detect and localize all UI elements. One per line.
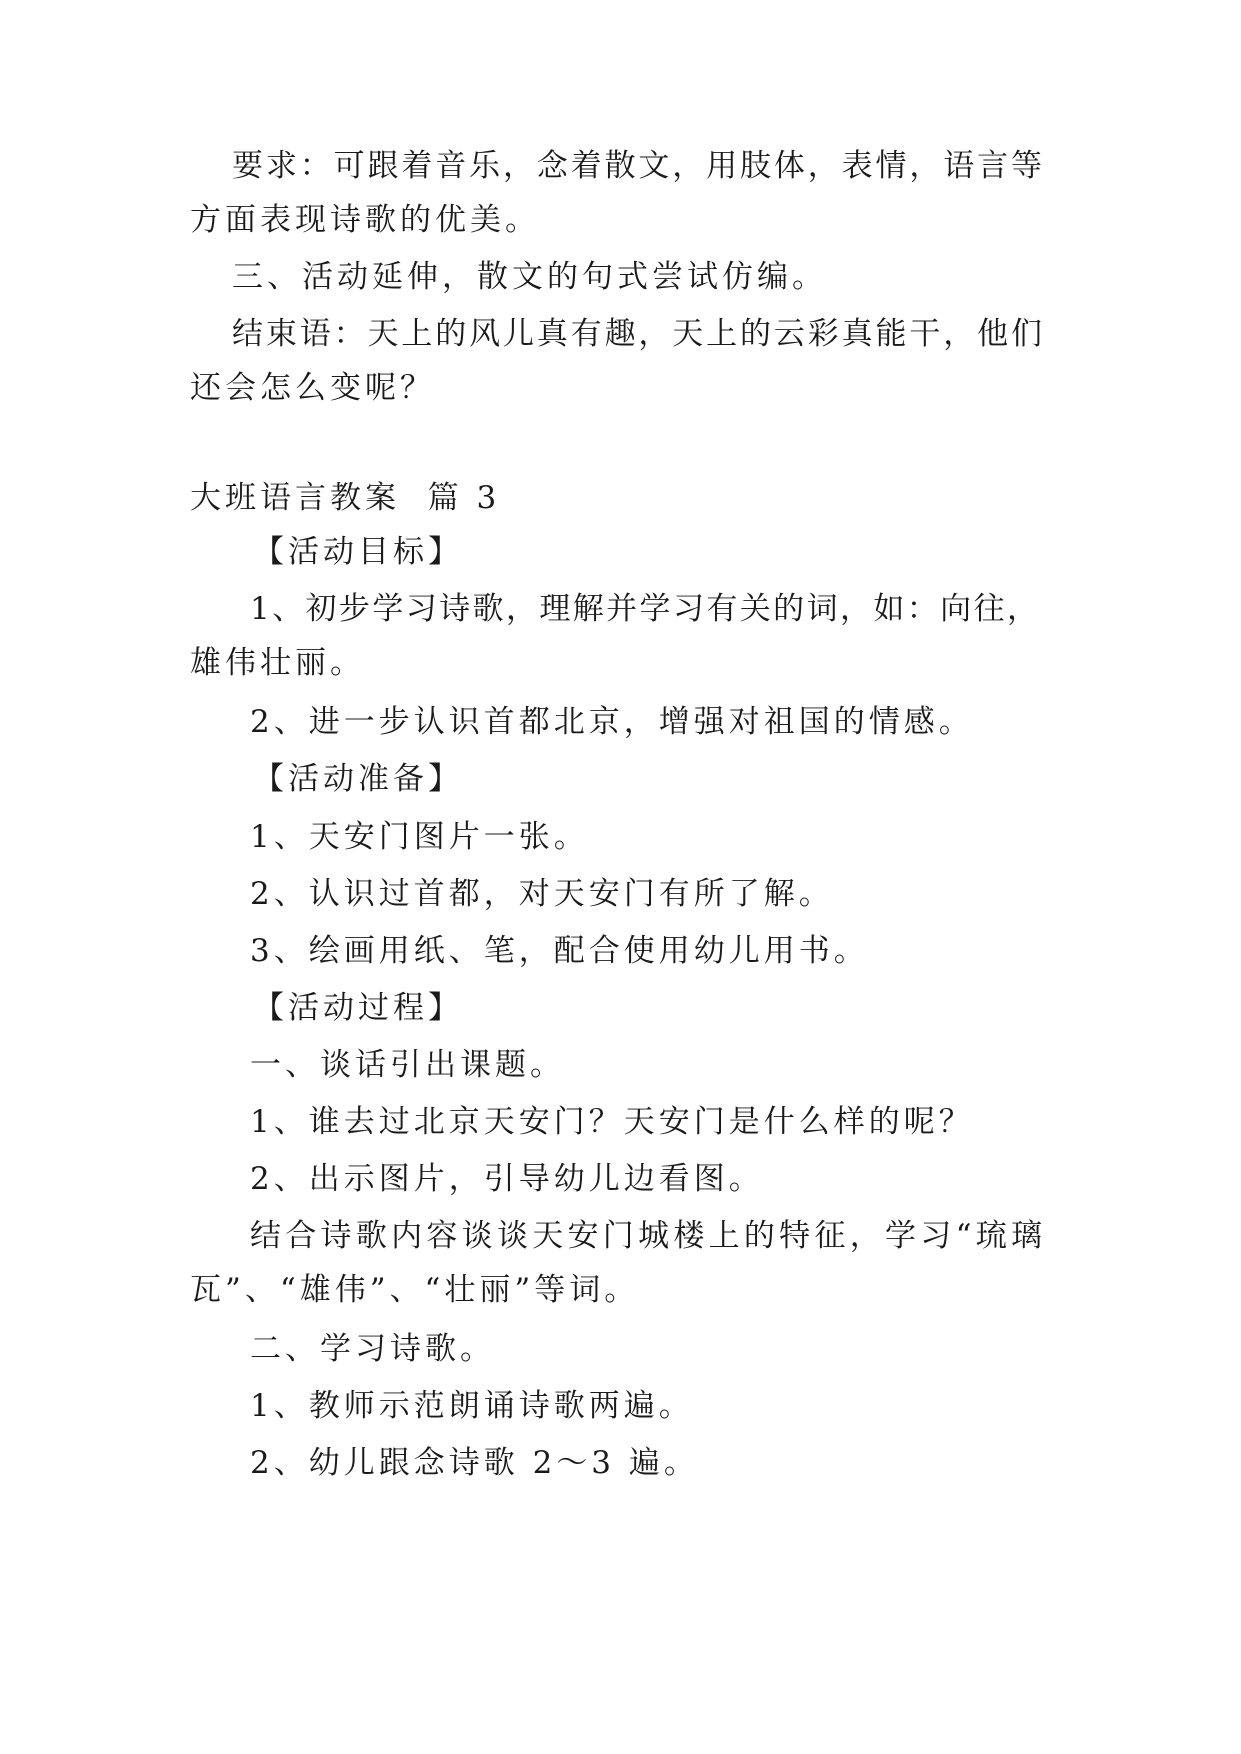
paragraph-line: 还会怎么变呢？ bbox=[190, 370, 435, 406]
subsection-heading: 【活动目标】 bbox=[253, 534, 463, 570]
paragraph-line: 1、天安门图片一张。 bbox=[250, 819, 589, 855]
paragraph-line: 三、活动延伸，散文的句式尝试仿编。 bbox=[232, 259, 827, 295]
paragraph-line: 一、谈话引出课题。 bbox=[250, 1047, 565, 1083]
paragraph-line: 二、学习诗歌。 bbox=[250, 1331, 495, 1367]
paragraph-line: 1、初步学习诗歌，理解并学习有关的词，如：向往， bbox=[250, 591, 1038, 627]
paragraph-line: 3、绘画用纸、笔，配合使用幼儿用书。 bbox=[250, 933, 869, 969]
paragraph-line: 方面表现诗歌的优美。 bbox=[190, 202, 540, 238]
subsection-heading: 【活动准备】 bbox=[253, 761, 463, 797]
paragraph-line: 要求：可跟着音乐，念着散文，用肢体，表情，语言等 bbox=[232, 148, 1042, 184]
paragraph-line: 瓦”、“雄伟”、“壮丽”等词。 bbox=[190, 1272, 640, 1308]
paragraph-line: 2、出示图片，引导幼儿边看图。 bbox=[250, 1161, 764, 1197]
paragraph-line: 1、教师示范朗诵诗歌两遍。 bbox=[250, 1388, 694, 1424]
paragraph-line: 2、幼儿跟念诗歌 2～3 遍。 bbox=[250, 1445, 699, 1481]
paragraph-line: 结束语：天上的风儿真有趣，天上的云彩真能干，他们 bbox=[232, 316, 1042, 352]
subsection-heading: 【活动过程】 bbox=[253, 990, 463, 1026]
paragraph-line: 结合诗歌内容谈谈天安门城楼上的特征，学习“琉璃 bbox=[250, 1218, 1042, 1254]
paragraph-line: 2、进一步认识首都北京，增强对祖国的情感。 bbox=[250, 704, 974, 740]
paragraph-line: 2、认识过首都，对天安门有所了解。 bbox=[250, 876, 834, 912]
paragraph-line: 雄伟壮丽。 bbox=[190, 645, 365, 681]
paragraph-line: 1、谁去过北京天安门？天安门是什么样的呢？ bbox=[250, 1104, 974, 1140]
section-heading: 大班语言教案 篇 3 bbox=[190, 480, 501, 516]
